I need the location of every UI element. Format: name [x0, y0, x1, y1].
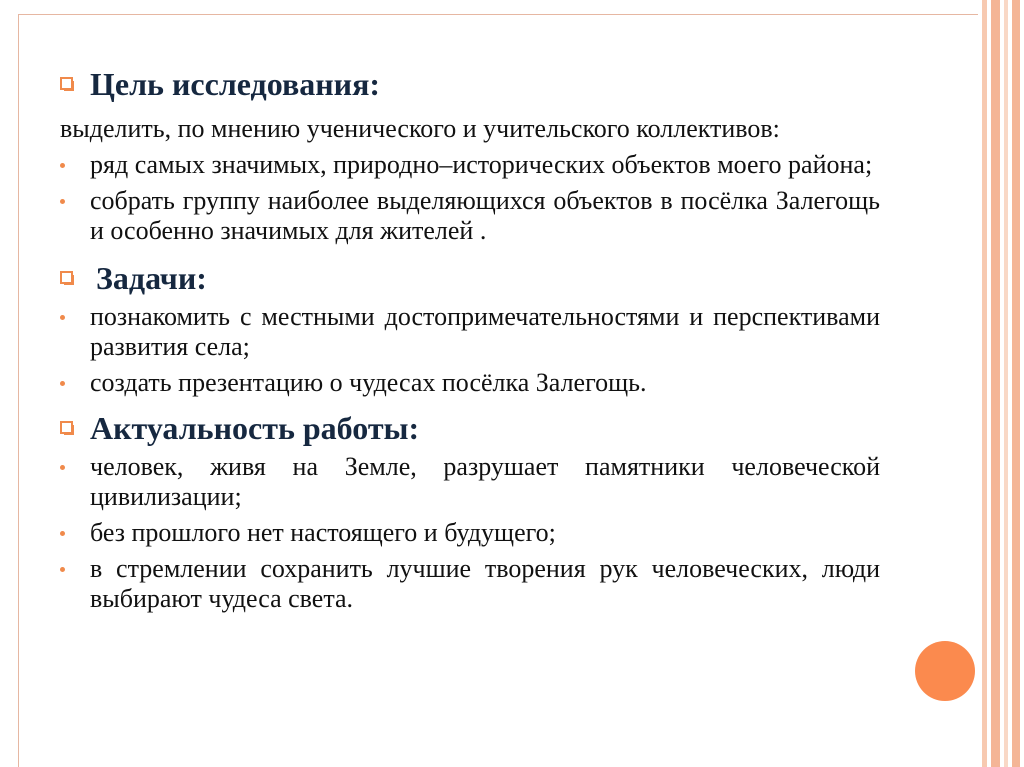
decorative-stripes — [978, 0, 1024, 767]
stripe — [991, 0, 1000, 767]
goal-intro: выделить, по мнению ученического и учительского коллективов: — [60, 114, 780, 143]
list-item — [60, 518, 880, 548]
heading-text: Актуальность работы: — [90, 410, 420, 446]
list-item — [60, 150, 880, 180]
bullet-dot-icon — [60, 163, 65, 168]
list-item — [60, 368, 880, 398]
slide-content — [60, 62, 880, 614]
list-item-text: познакомить с местными достопримечательностями и перспективами развития села; — [90, 302, 880, 361]
section-heading-goal — [60, 66, 880, 102]
bullet-dot-icon — [60, 465, 65, 470]
section-heading-tasks — [60, 260, 880, 296]
stripe — [1004, 0, 1008, 767]
heading-text: Задачи: — [96, 260, 207, 296]
stripe — [982, 0, 987, 767]
list-item-text: ряд самых значимых, природно–исторических объектов моего района; — [90, 150, 873, 179]
list-item — [60, 452, 880, 512]
bullet-dot-icon — [60, 567, 65, 572]
section-heading-relevance — [60, 410, 880, 446]
stripe — [1012, 0, 1020, 767]
decorative-circle — [915, 641, 975, 701]
checkbox-bullet-icon — [60, 421, 74, 435]
list-item-text: человек, живя на Земле, разрушает памятники человеческой цивилизации; — [90, 452, 880, 511]
checkbox-bullet-icon — [60, 77, 74, 91]
list-item-text: в стремлении сохранить лучшие творения рук человеческих, люди выбирают чудеса света. — [90, 554, 880, 613]
list-item — [60, 554, 880, 614]
checkbox-bullet-icon — [60, 271, 74, 285]
list-item-text: собрать группу наиболее выделяющихся объектов в посёлка Залегощь и особенно значимых для жителей . — [90, 186, 880, 245]
list-item-text: без прошлого нет настоящего и будущего; — [90, 518, 556, 547]
list-item-text: создать презентацию о чудесах посёлка Залегощь. — [90, 368, 647, 397]
bullet-dot-icon — [60, 315, 65, 320]
list-item — [60, 186, 880, 246]
bullet-dot-icon — [60, 199, 65, 204]
bullet-dot-icon — [60, 381, 65, 386]
bullet-dot-icon — [60, 531, 65, 536]
heading-text: Цель исследования: — [90, 66, 381, 102]
list-item — [60, 302, 880, 362]
